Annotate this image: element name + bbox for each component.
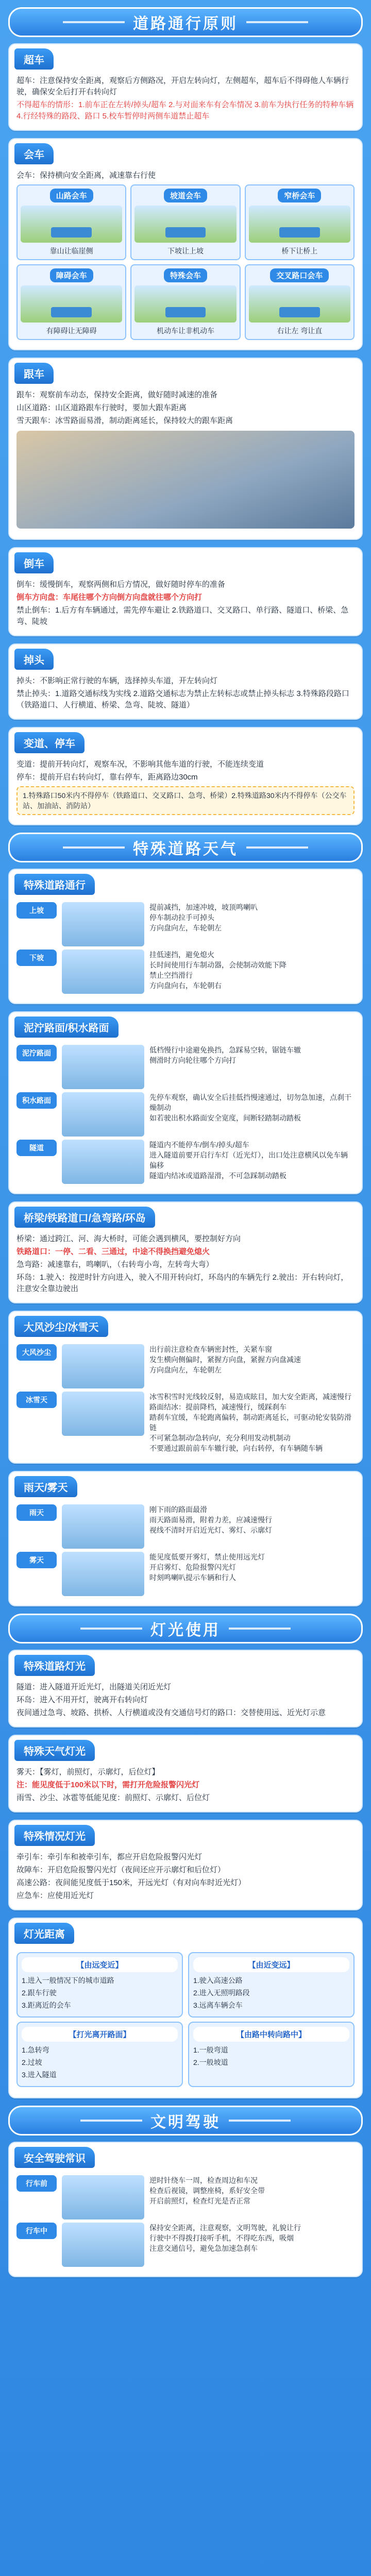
tile-tag: 交叉路口会车 bbox=[270, 268, 329, 282]
list-item: 长时间使用行车制动器，会使制动效能下降 bbox=[149, 961, 286, 969]
follow-card bbox=[8, 358, 363, 540]
row-label: 行车中 bbox=[16, 2223, 57, 2239]
text-line: 高速公路：夜间能见度低于150米，开远光灯（有对向车时近光灯） bbox=[16, 1878, 246, 1887]
list-item: 方向盘向右，车轮朝右 bbox=[149, 981, 222, 990]
row-list bbox=[149, 902, 355, 933]
list-item: 挂低速挡，避免熄火 bbox=[149, 951, 214, 959]
road-thumbnail bbox=[62, 950, 144, 994]
tile-caption: 下坡让上坡 bbox=[167, 247, 204, 255]
list-item: 先停车观察，确认安全后挂低挡慢速通过，切勿急加速，点刹干燥制动 bbox=[149, 1093, 351, 1112]
card-title: 安全驾驶常识 bbox=[14, 2147, 95, 2168]
text-line: 停车：提前开启右转向灯，靠右停车，距离路边30cm bbox=[16, 773, 198, 782]
bridge-card bbox=[8, 1201, 363, 1303]
weather-thumbnail bbox=[62, 1552, 144, 1596]
text-line: 山区道路：山区道路跟车行驶时，要加大跟车距离 bbox=[16, 403, 187, 412]
section-banner-special bbox=[8, 833, 363, 862]
card-title: 超车 bbox=[14, 48, 54, 70]
light-pair bbox=[16, 1952, 355, 2018]
meet-tile bbox=[16, 184, 126, 260]
lane-card bbox=[8, 727, 363, 825]
road-illustration bbox=[249, 285, 350, 323]
row-list bbox=[149, 1140, 355, 1181]
col-title: 【由远变近】 bbox=[22, 1957, 178, 1972]
tile-tag: 窄桥会车 bbox=[278, 189, 321, 202]
tile-caption: 靠山让临崖侧 bbox=[49, 247, 93, 255]
light-weather-card bbox=[8, 1735, 363, 1812]
light-road-card bbox=[8, 1650, 363, 1727]
info-row bbox=[16, 950, 355, 994]
info-row bbox=[16, 1092, 355, 1137]
civil-card bbox=[8, 2142, 363, 2277]
row-label: 雨天 bbox=[16, 1504, 57, 1521]
text-line: 雪天跟车：冰雪路面易滑，制动距离延长，保持较大的跟车距离 bbox=[16, 416, 233, 425]
wind-card bbox=[8, 1311, 363, 1464]
meet-tile bbox=[130, 264, 240, 340]
weather-thumbnail bbox=[62, 1344, 144, 1388]
list-item: 不要通过跟前前车车辙行驶，向右转停，有车辆随车辆 bbox=[149, 1444, 323, 1452]
list-item: 3.远离车辆会车 bbox=[193, 2001, 243, 2009]
list-item: 停车制动拉手可掉头 bbox=[149, 913, 214, 922]
light-col bbox=[16, 1952, 183, 2018]
road-illustration bbox=[249, 206, 350, 243]
row-list bbox=[149, 1092, 355, 1123]
row-label: 大风沙尘 bbox=[16, 1344, 57, 1361]
card-title: 会车 bbox=[14, 143, 54, 164]
text-line: 隧道：进入隧道开近光灯，出隧道关闭近光灯 bbox=[16, 1683, 172, 1691]
row-list bbox=[149, 1045, 355, 1065]
info-row bbox=[16, 2223, 355, 2267]
text-line: 禁止倒车：1.后方有车辆通过，需先停车避让 2.铁路道口、交叉路口、单行路、隧道口、桥梁、急弯、陡坡 bbox=[16, 606, 349, 626]
card-title: 特殊天气灯光 bbox=[14, 1740, 95, 1761]
list-item: 能见度低要开雾灯，禁止使用远光灯 bbox=[149, 1553, 265, 1561]
row-label: 隧道 bbox=[16, 1140, 57, 1156]
tile-tag: 坡道会车 bbox=[164, 189, 207, 202]
text-line: 变道：提前开转向灯，观察车况，不影响其他车道的行驶，不能连续变道 bbox=[16, 760, 264, 769]
road-illustration bbox=[21, 206, 122, 243]
row-label: 冰雪天 bbox=[16, 1392, 57, 1408]
road-thumbnail bbox=[62, 902, 144, 946]
col-title: 【打光离开路面】 bbox=[22, 2027, 178, 2042]
meet-grid bbox=[16, 184, 355, 340]
list-item: 2.过坡 bbox=[22, 2058, 42, 2066]
light-case-card bbox=[8, 1820, 363, 1910]
list-item: 视线不清时开启近光灯、雾灯、示廓灯 bbox=[149, 1526, 272, 1534]
car-thumbnail bbox=[62, 2175, 144, 2219]
tile-caption: 桥下让桥上 bbox=[281, 247, 318, 255]
text-line: 掉头：不影响正常行驶的车辆，选择掉头车道，开左转向灯 bbox=[16, 676, 218, 685]
page-footer bbox=[6, 2284, 365, 2305]
row-list bbox=[149, 1552, 355, 1583]
list-item: 雨天路面易滑，附着力差，应减速慢行 bbox=[149, 1516, 272, 1524]
info-row bbox=[16, 1045, 355, 1089]
list-item: 1.一般弯道 bbox=[193, 2046, 228, 2054]
uturn-card bbox=[8, 643, 363, 720]
text-line: 铁路道口：一停、二看、三通过，中途不得换挡避免熄火 bbox=[16, 1247, 210, 1256]
text-line: 不得超车的情形：1.前车正在左转/掉头/超车 2.与对面来车有会车情况 3.前车为执行任务的特种车辆 4.行经特殊的路段、路口 5.校车暂停时两侧车道禁止超车 bbox=[16, 100, 354, 121]
section-banner-civil bbox=[8, 2106, 363, 2136]
card-title: 灯光距离 bbox=[14, 1923, 74, 1944]
road-illustration bbox=[134, 285, 236, 323]
text-line: 环岛：进入不用开灯，驶离开右转向灯 bbox=[16, 1696, 148, 1704]
card-title: 特殊道路通行 bbox=[14, 874, 95, 895]
text-line: 桥梁：通过跨江、河、海大桥时，可能会遇到横风，要控制好方向 bbox=[16, 1234, 241, 1243]
card-title: 泥泞路面/积水路面 bbox=[14, 1016, 119, 1038]
text-line: 夜间通过急弯、坡路、拱桥、人行横道或没有交通信号灯的路口：交替使用远、近光灯示意 bbox=[16, 1708, 326, 1717]
card-title: 大风沙尘/冰雪天 bbox=[14, 1316, 108, 1337]
tile-caption: 机动车让非机动车 bbox=[156, 327, 214, 335]
card-title: 跟车 bbox=[14, 363, 54, 384]
text-line: 禁止掉头：1.道路交通标线为实线 2.道路交通标志为禁止左转标志或禁止掉头标志 3.特殊路段路口（铁路道口、人行横道、桥梁、急弯、陡坡、隧道） bbox=[16, 689, 349, 709]
col-title: 【由近变远】 bbox=[193, 1957, 349, 1972]
list-item: 不可紧急制动/急转向/，充分利用发动机制动 bbox=[149, 1434, 291, 1442]
list-item: 禁止空挡滑行 bbox=[149, 971, 193, 979]
overtake-card bbox=[8, 43, 363, 131]
list-item: 如若驶出积水路面安全宽度，间断轻踏制动踏板 bbox=[149, 1114, 301, 1122]
list-item: 方向盘向左，车轮朝左 bbox=[149, 1366, 222, 1374]
list-item: 隧道内不能停车/倒车/掉头/超车 bbox=[149, 1141, 249, 1149]
tile-caption: 右让左 弯让直 bbox=[277, 327, 323, 335]
row-list bbox=[149, 1504, 355, 1535]
text-line: 会车：保持横向安全距离，减速靠右行使 bbox=[16, 171, 156, 180]
card-title: 雨天/雾天 bbox=[14, 1476, 77, 1497]
list-item: 开启雾灯、危险报警闪光灯 bbox=[149, 1563, 236, 1571]
list-item: 1.急转弯 bbox=[22, 2046, 49, 2054]
card-title: 倒车 bbox=[14, 552, 54, 573]
list-item: 2.跟车行驶 bbox=[22, 1989, 57, 1997]
road-thumbnail bbox=[62, 1045, 144, 1089]
list-item: 3.距离近的会车 bbox=[22, 2001, 71, 2009]
info-row bbox=[16, 1140, 355, 1184]
info-row bbox=[16, 1344, 355, 1388]
tile-tag: 障碍会车 bbox=[50, 268, 93, 282]
row-label: 行车前 bbox=[16, 2175, 57, 2192]
card-title: 桥梁/铁路道口/急弯路/环岛 bbox=[14, 1207, 155, 1228]
list-item: 方向盘向左，车轮朝左 bbox=[149, 924, 222, 932]
row-list bbox=[149, 1392, 355, 1453]
row-list bbox=[149, 950, 355, 991]
special-road-card bbox=[8, 869, 363, 1004]
list-item: 发生横向侧偏时，紧握方向盘，紧握方向盘减速 bbox=[149, 1355, 301, 1364]
road-illustration bbox=[21, 285, 122, 323]
section-title: 道路通行原则 bbox=[133, 15, 238, 32]
list-item: 提前减挡，加速冲坡，坡顶鸣喇叭 bbox=[149, 903, 258, 911]
meet-tile bbox=[245, 184, 355, 260]
section-title: 文明驾驶 bbox=[150, 2114, 221, 2131]
list-item: 路面结冰：提前降档，减速慢行，缓踩刹车 bbox=[149, 1403, 286, 1411]
road-thumbnail bbox=[62, 1140, 144, 1184]
list-item: 2.一般坡道 bbox=[193, 2058, 228, 2066]
text-line: 雨雪、沙尘、冰雹等低能见度：前照灯、示廓灯、后位灯 bbox=[16, 1793, 210, 1802]
row-list bbox=[149, 2175, 355, 2206]
tip-box: 1.特殊路口50米内不得停车（铁路道口、交叉路口、急弯、桥梁）2.特殊道路30米内不得停车（公交车站、加油站、消防站） bbox=[16, 786, 355, 815]
text-line: 故障车：开启危险报警闪光灯（夜间还应开示廓灯和后位灯） bbox=[16, 1866, 226, 1874]
card-title: 掉头 bbox=[14, 649, 54, 670]
car-thumbnail bbox=[62, 2223, 144, 2267]
list-item: 逆时针绕车一周，检查周边和车况 bbox=[149, 2176, 258, 2184]
weather-thumbnail bbox=[62, 1392, 144, 1436]
card-title: 特殊情况灯光 bbox=[14, 1825, 95, 1846]
mud-card bbox=[8, 1011, 363, 1194]
list-item: 刚下雨的路面最滑 bbox=[149, 1505, 207, 1514]
card-title: 特殊道路灯光 bbox=[14, 1655, 95, 1676]
light-pair bbox=[16, 2022, 355, 2087]
road-thumbnail bbox=[62, 1092, 144, 1137]
list-item: 保持安全距离，注意观察，文明驾驶，礼貌让行 bbox=[149, 2224, 301, 2232]
section-banner-rules bbox=[8, 7, 363, 37]
text-line: 应急车：应使用近光灯 bbox=[16, 1891, 94, 1900]
text-line: 超车：注意保持安全距离，观察后方侧路况，开启左转向灯，左侧超车，超车后不得碍他人车辆行驶，确保安全后打开右转向灯 bbox=[16, 76, 349, 96]
info-row bbox=[16, 1392, 355, 1453]
card-title: 变道、停车 bbox=[14, 732, 85, 753]
meet-tile bbox=[245, 264, 355, 340]
info-row bbox=[16, 1552, 355, 1596]
light-col bbox=[188, 1952, 355, 2018]
meet-tile bbox=[16, 264, 126, 340]
text-line: 雾天：【雾灯，前照灯，示廓灯，后位灯】 bbox=[16, 1768, 160, 1776]
light-col bbox=[188, 2022, 355, 2087]
list-item: 注意交通信号，避免急加速急刹车 bbox=[149, 2244, 258, 2252]
text-line: 注：能见度低于100米以下时，需打开危险报警闪光灯 bbox=[16, 1781, 200, 1789]
row-label: 泥泞路面 bbox=[16, 1045, 57, 1061]
row-label: 上坡 bbox=[16, 902, 57, 919]
list-item: 冰雪积雪时光线较反射，易造成眩目，加大安全距离，减速慢行 bbox=[149, 1393, 351, 1401]
info-row bbox=[16, 2175, 355, 2219]
tile-caption: 有障碍让无障碍 bbox=[46, 327, 97, 335]
tile-tag: 山路会车 bbox=[50, 189, 93, 202]
text-line: 跟车：观察前车动态，保持安全距离，做好随时减速的准备 bbox=[16, 391, 218, 399]
list-item: 低档慢行中途避免换挡，急踩易空转，锯链车辙 bbox=[149, 1046, 301, 1054]
col-title: 【由路中转向路中】 bbox=[193, 2027, 349, 2042]
list-item: 侧滑时方向轮往哪个方向打 bbox=[149, 1056, 236, 1064]
text-line: 牵引车：牵引车和被牵引车，都应开启危险报警闪光灯 bbox=[16, 1853, 203, 1861]
list-item: 3.进入隧道 bbox=[22, 2071, 57, 2079]
list-item: 开启前照灯，检查灯光是否正常 bbox=[149, 2197, 250, 2205]
section-title: 特殊道路天气 bbox=[133, 841, 238, 858]
text-line: 倒车：缓慢倒车，观察两侧和后方情况，做好随时停车的准备 bbox=[16, 580, 226, 589]
row-list bbox=[149, 1344, 355, 1375]
text-line: 急弯路：减速靠右，鸣喇叭，（右转弯小弯，左转弯大弯） bbox=[16, 1260, 214, 1269]
list-item: 出行前注意检查车辆密封性，关紧车窗 bbox=[149, 1345, 272, 1353]
info-row bbox=[16, 902, 355, 946]
list-item: 1.驶入高速公路 bbox=[193, 1976, 243, 1985]
weather-thumbnail bbox=[62, 1504, 144, 1549]
row-list bbox=[149, 2223, 355, 2253]
list-item: 隧道内结冰或道路湿滑，不可急踩制动踏板 bbox=[149, 1172, 286, 1180]
list-item: 踏刹车宜缓，车轮跑离偏转，制动距离延长，可驱动轮安装防滑链 bbox=[149, 1413, 351, 1432]
row-label: 雾天 bbox=[16, 1552, 57, 1568]
list-item: 2.进入无照明路段 bbox=[193, 1989, 250, 1997]
road-photo bbox=[16, 431, 355, 529]
list-item: 1.进入一般情况下的城市道路 bbox=[22, 1976, 114, 1985]
light-col bbox=[16, 2022, 183, 2087]
meet-tile bbox=[130, 184, 240, 260]
section-title: 灯光使用 bbox=[150, 1622, 221, 1639]
row-label: 积水路面 bbox=[16, 1092, 57, 1109]
section-banner-lights bbox=[8, 1614, 363, 1643]
road-illustration bbox=[134, 206, 236, 243]
list-item: 时刻鸣喇叭提示车辆和行人 bbox=[149, 1573, 236, 1582]
row-label: 下坡 bbox=[16, 950, 57, 966]
list-item: 行驶中不得拨打接听手机，不得吃东西，吸烟 bbox=[149, 2234, 294, 2242]
reverse-card bbox=[8, 547, 363, 636]
info-row bbox=[16, 1504, 355, 1549]
list-item: 进入隧道前要开启行车灯（近光灯），出口处注意横风以免车辆偏移 bbox=[149, 1151, 348, 1170]
list-item: 检查后视镜，调整座椅，系好安全带 bbox=[149, 2187, 265, 2195]
text-line: 环岛：1.驶入：按逆时针方向进入，驶入不用开转向灯，环岛内的车辆先行 2.驶出：开右转向灯，注意安全靠边驶出 bbox=[16, 1273, 349, 1293]
meet-card bbox=[8, 138, 363, 350]
rain-card bbox=[8, 1471, 363, 1606]
tile-tag: 特殊会车 bbox=[164, 268, 207, 282]
text-line: 倒车方向盘：车尾往哪个方向倒方向盘就往哪个方向打 bbox=[16, 593, 203, 602]
light-distance-card bbox=[8, 1918, 363, 2098]
